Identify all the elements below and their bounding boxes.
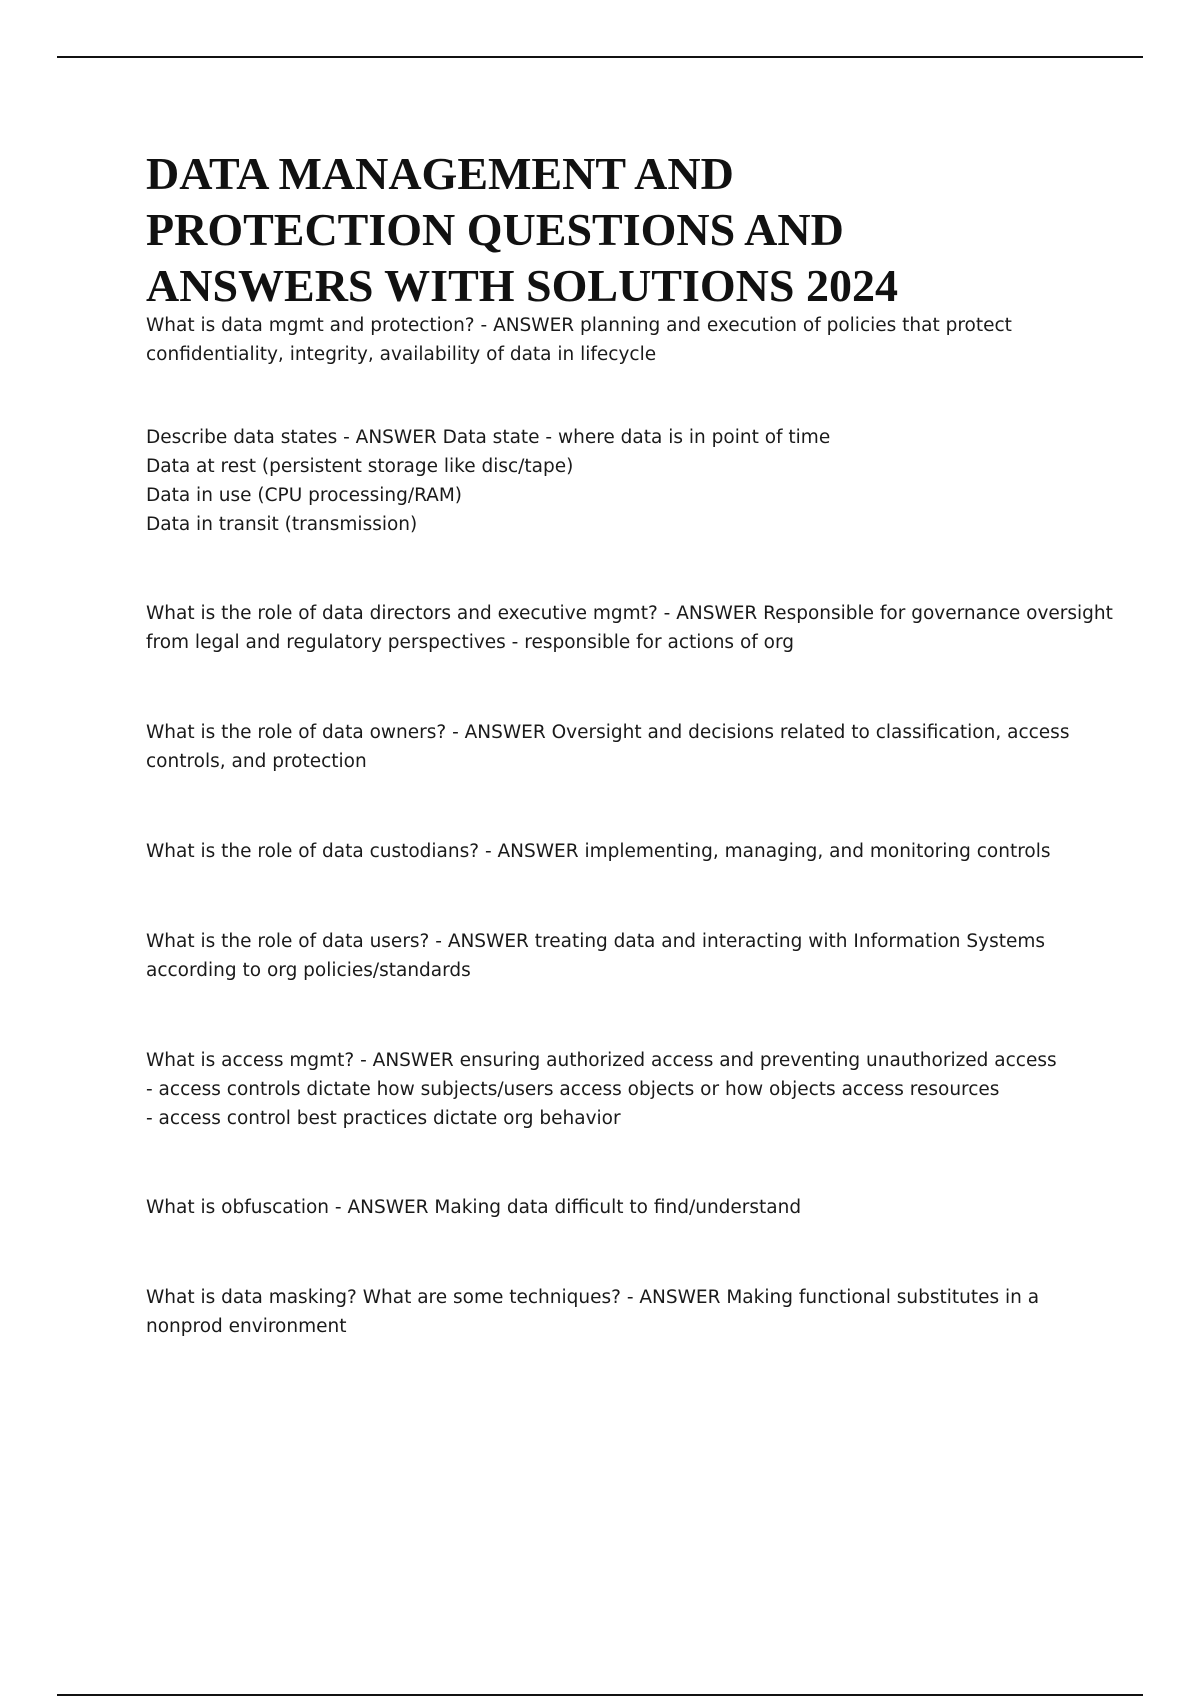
qa-text [146,837,1106,866]
qa-line: What is the role of data users? - ANSWER treating data and interacting with Information Systems [146,931,1046,952]
title-line: ANSWERS WITH SOLUTIONS 2024 [146,260,898,311]
qa-text [146,1193,1106,1222]
qa-text [146,1283,1106,1341]
qa-entry [146,599,1113,657]
top-rule [57,56,1143,58]
qa-text [146,423,1106,452]
qa-text [146,599,1113,657]
qa-entry [146,1283,1106,1341]
qa-entry [146,423,1106,539]
qa-line: according to org policies/standards [146,960,471,981]
qa-subline: - access control best practices dictate org behavior [146,1108,621,1129]
qa-line: controls, and protection [146,751,367,772]
qa-text [146,1046,1106,1075]
title-line: PROTECTION QUESTIONS AND [146,204,844,255]
qa-line: What is data masking? What are some techniques? - ANSWER Making functional substitutes in a [146,1287,1040,1308]
qa-text [146,311,1106,369]
qa-subline: Data in use (CPU processing/RAM) [146,485,463,506]
qa-line: Describe data states - ANSWER Data state - where data is in point of time [146,427,831,448]
qa-entry [146,927,1106,985]
qa-line: What is the role of data directors and executive mgmt? - ANSWER Responsible for governance oversight [146,603,1113,624]
qa-line: What is the role of data custodians? - ANSWER implementing, managing, and monitoring controls [146,841,1051,862]
qa-line: What is the role of data owners? - ANSWER Oversight and decisions related to classification, access [146,722,1070,743]
qa-text [146,718,1106,776]
document-title [146,146,1106,314]
qa-entry [146,837,1106,866]
qa-list [146,311,1113,1341]
qa-line: nonprod environment [146,1316,347,1337]
qa-entry [146,718,1106,776]
title-line: DATA MANAGEMENT AND [146,148,734,199]
qa-entry [146,311,1106,369]
qa-entry [146,1046,1106,1133]
qa-line: What is obfuscation - ANSWER Making data difficult to find/understand [146,1197,802,1218]
qa-entry [146,1193,1106,1222]
bottom-rule [57,1694,1143,1696]
qa-text [146,927,1106,985]
qa-line: What is access mgmt? - ANSWER ensuring authorized access and preventing unauthorized access [146,1050,1057,1071]
qa-subline: Data at rest (persistent storage like disc/tape) [146,456,574,477]
qa-line: from legal and regulatory perspectives - responsible for actions of org [146,632,795,653]
qa-subline: Data in transit (transmission) [146,514,418,535]
qa-line: What is data mgmt and protection? - ANSWER planning and execution of policies that protect [146,315,1012,336]
qa-subline: - access controls dictate how subjects/users access objects or how objects access resources [146,1079,1000,1100]
qa-line: confidentiality, integrity, availability of data in lifecycle [146,344,657,365]
